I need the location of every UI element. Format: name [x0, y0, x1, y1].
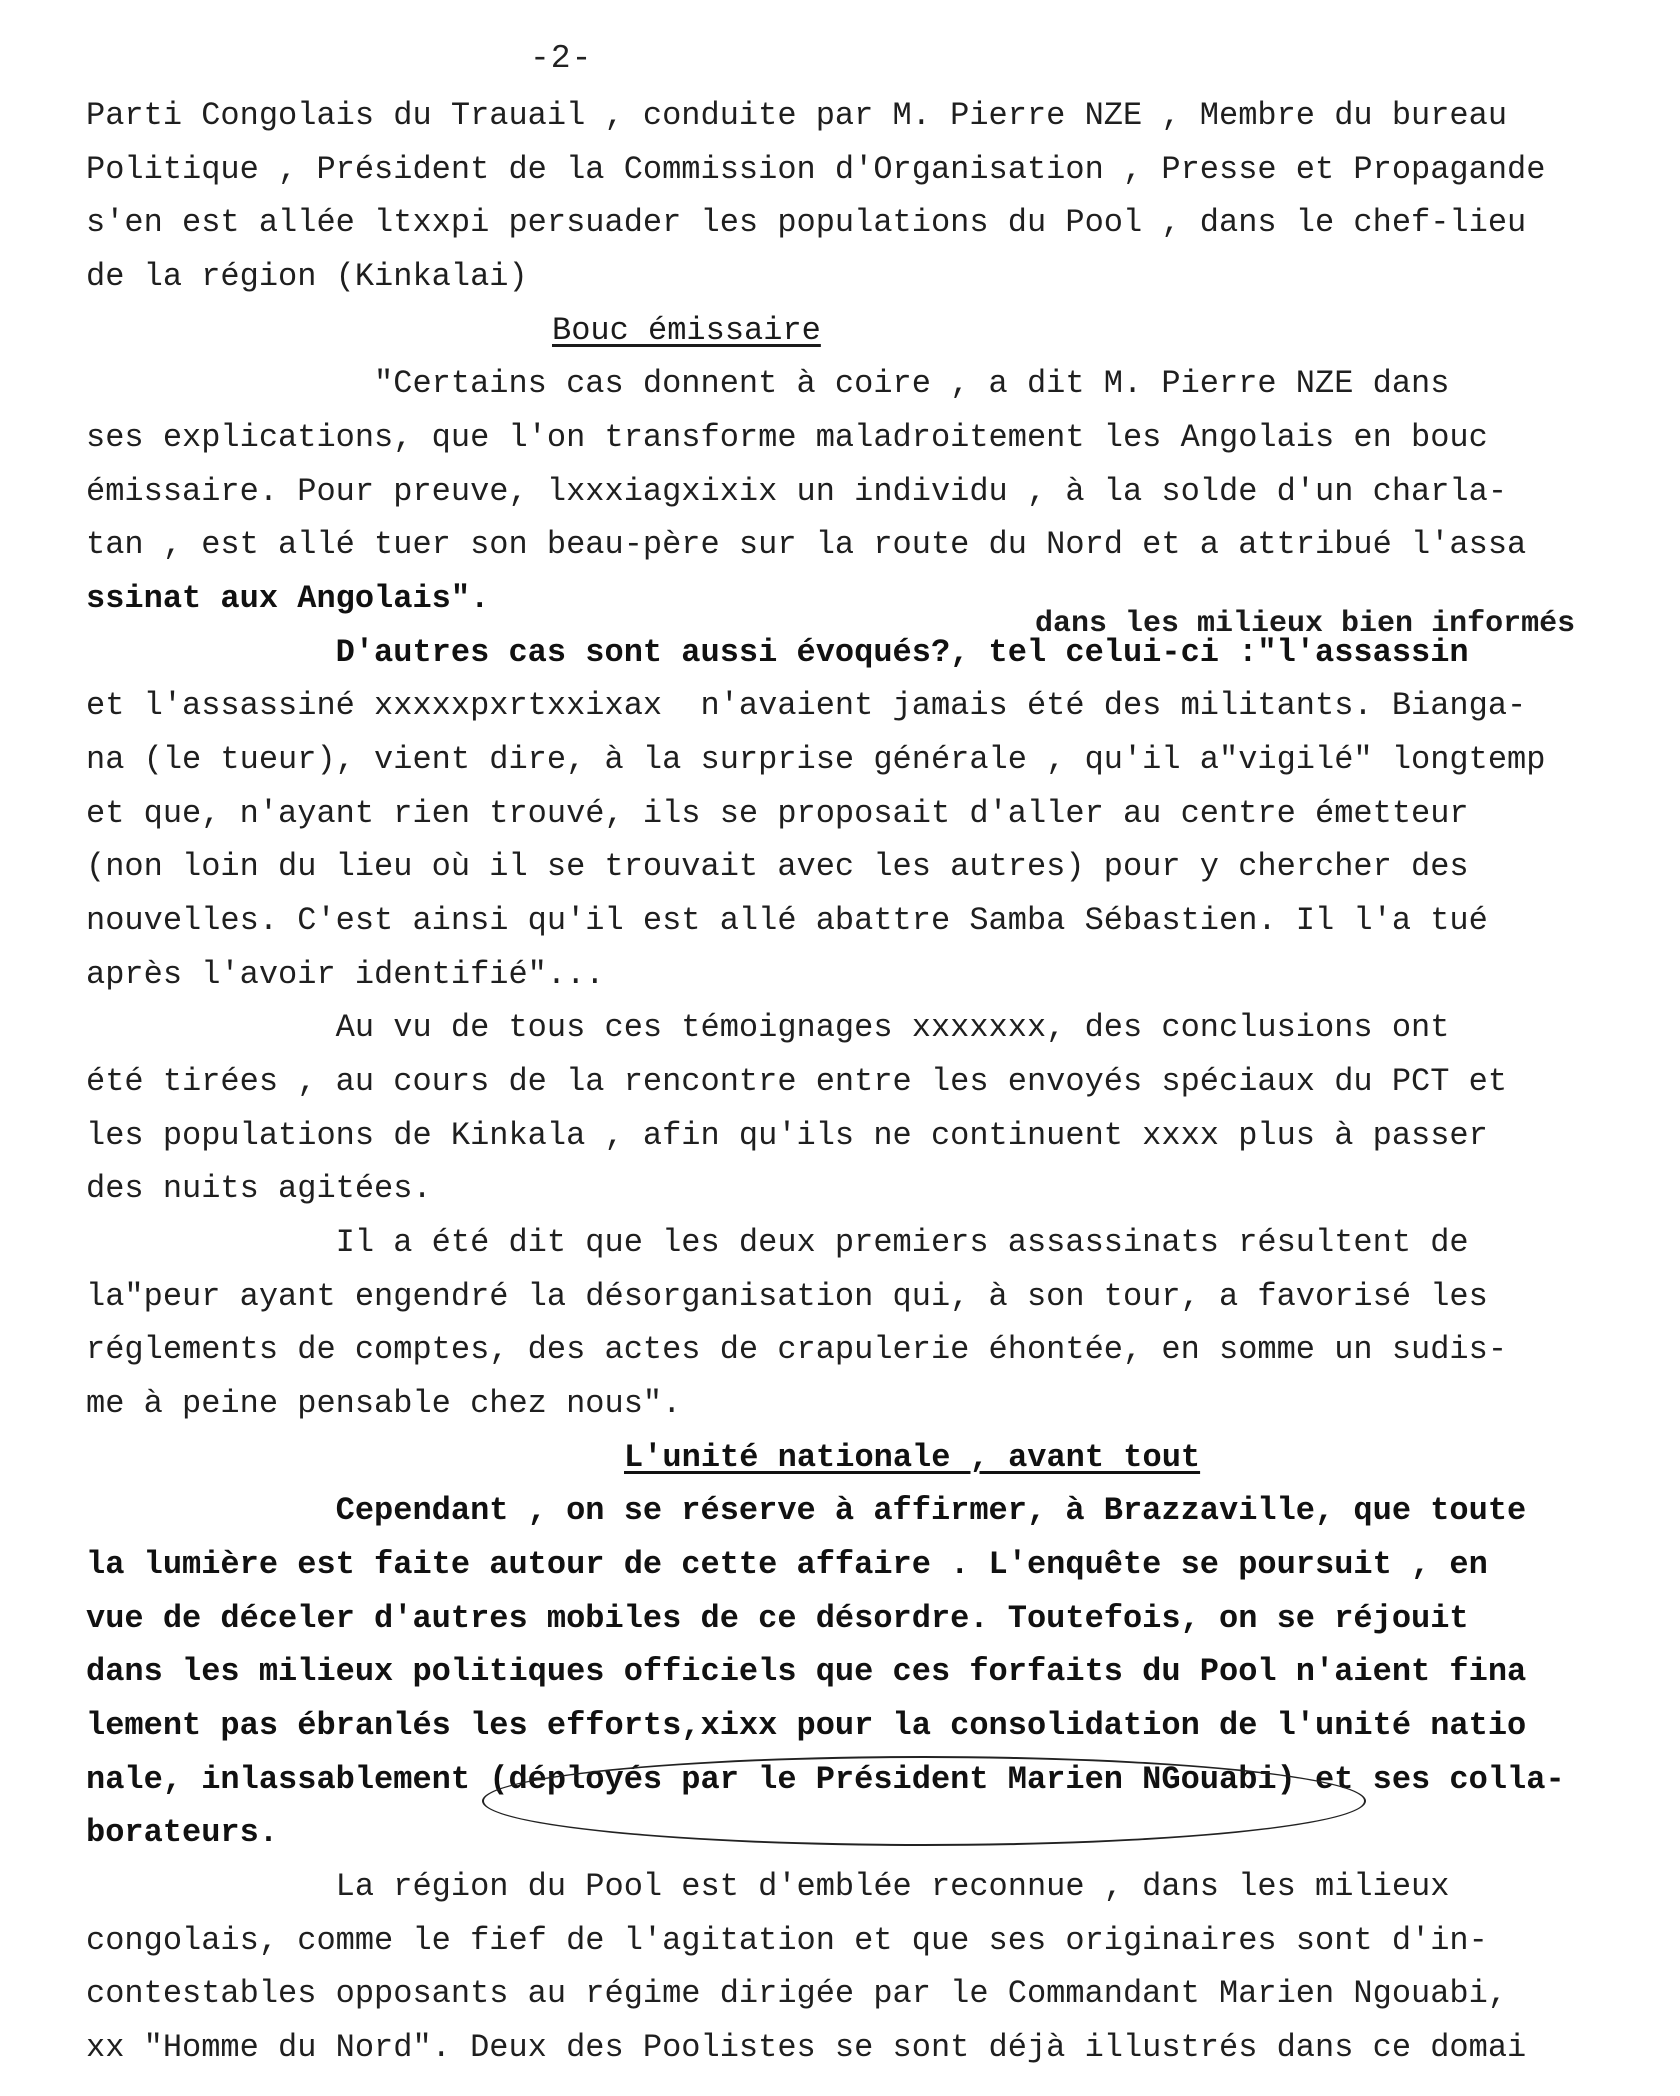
text-line: lement pas ébranlés les efforts,xixx pour la consolidation de l'unité natio	[86, 1707, 1527, 1744]
section-heading-bouc-emissaire: Bouc émissaire	[552, 312, 821, 349]
text-line: Au vu de tous ces témoignages xxxxxxx, des conclusions ont	[86, 1009, 1450, 1046]
text-line: borateurs.	[86, 1814, 279, 1851]
text-line: tan , est allé tuer son beau-père sur la route du Nord et a attribué l'assa	[86, 526, 1527, 563]
text-line: congolais, comme le fief de l'agitation et que ses originaires sont d'in-	[86, 1922, 1488, 1959]
text-line: Parti Congolais du Trauail , conduite par M. Pierre NZE , Membre du bureau	[86, 97, 1508, 134]
text-line: des nuits agitées.	[86, 1170, 432, 1207]
text-line: Politique , Président de la Commission d'Organisation , Presse et Propagande	[86, 151, 1546, 188]
text-line: contestables opposants au régime dirigée par le Commandant Marien Ngouabi,	[86, 1975, 1508, 2012]
text-line: me à peine pensable chez nous".	[86, 1385, 682, 1422]
text-line: nale, inlassablement (déployés par le Président Marien NGouabi) et ses colla-	[86, 1761, 1565, 1798]
text-line: "Certains cas donnent à coire , a dit M. Pierre NZE dans	[86, 365, 1450, 402]
text-line: et que, n'ayant rien trouvé, ils se proposait d'aller au centre émetteur	[86, 795, 1469, 832]
text-line: réglements de comptes, des actes de crapulerie éhontée, en somme un sudis-	[86, 1331, 1508, 1368]
section-heading-unite-nationale: L'unité nationale , avant tout	[624, 1439, 1201, 1476]
text-line: de la région (Kinkalai)	[86, 258, 528, 295]
text-line: été tirées , au cours de la rencontre entre les envoyés spéciaux du PCT et	[86, 1063, 1508, 1100]
text-line: et l'assassiné xxxxxpxrtxxixax n'avaient jamais été des militants. Bianga-	[86, 687, 1527, 724]
text-line: dans les milieux politiques officiels que ces forfaits du Pool n'aient fina	[86, 1653, 1527, 1690]
text-line: la"peur ayant engendré la désorganisation qui, à son tour, a favorisé les	[86, 1278, 1488, 1315]
text-line: vue de déceler d'autres mobiles de ce désordre. Toutefois, on se réjouit	[86, 1600, 1469, 1637]
text-line: s'en est allée ltxxpi persuader les populations du Pool , dans le chef-lieu	[86, 204, 1527, 241]
text-line: après l'avoir identifié"...	[86, 956, 605, 993]
text-line: nouvelles. C'est ainsi qu'il est allé abattre Samba Sébastien. Il l'a tué	[86, 902, 1488, 939]
text-line: ses explications, que l'on transforme maladroitement les Angolais en bouc	[86, 419, 1488, 456]
text-line: D'autres cas sont aussi évoqués?, tel celui-ci :"l'assassin	[86, 634, 1469, 671]
handwritten-insertion: dans les milieux bien informés	[1035, 607, 1576, 641]
text-line: les populations de Kinkala , afin qu'ils ne continuent xxxx plus à passer	[86, 1117, 1488, 1154]
text-line: émissaire. Pour preuve, lxxxiagxixix un individu , à la solde d'un charla-	[86, 473, 1508, 510]
text-line: xx "Homme du Nord". Deux des Poolistes se sont déjà illustrés dans ce domai	[86, 2029, 1527, 2066]
page-number: -2-	[530, 40, 593, 77]
text-line: Cependant , on se réserve à affirmer, à Brazzaville, que toute	[86, 1492, 1527, 1529]
text-line: (non loin du lieu où il se trouvait avec les autres) pour y chercher des	[86, 848, 1469, 885]
text-line: la lumière est faite autour de cette affaire . L'enquête se poursuit , en	[86, 1546, 1488, 1583]
text-line: ssinat aux Angolais".	[86, 580, 490, 617]
text-line: Il a été dit que les deux premiers assassinats résultent de	[86, 1224, 1469, 1261]
text-line: na (le tueur), vient dire, à la surprise générale , qu'il a"vigilé" longtemp	[86, 741, 1546, 778]
text-line: La région du Pool est d'emblée reconnue , dans les milieux	[86, 1868, 1450, 1905]
